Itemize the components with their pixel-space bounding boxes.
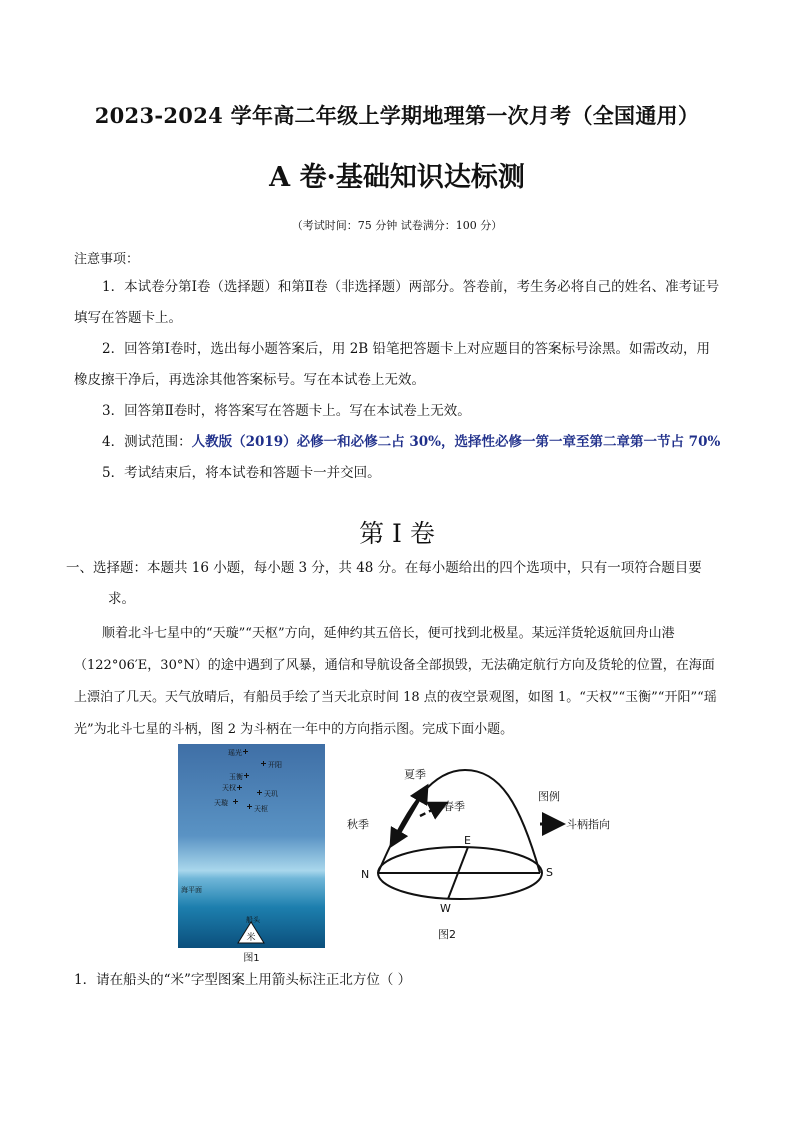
bow-label: 船头 bbox=[246, 916, 260, 924]
label-summer: 夏季 bbox=[404, 768, 426, 781]
label-west: W bbox=[440, 902, 451, 915]
section-title: 第 I 卷 bbox=[359, 519, 435, 548]
section-intro-line2: 求。 bbox=[108, 591, 135, 607]
autumn-arrow bbox=[392, 796, 420, 844]
figure-1 bbox=[178, 744, 325, 948]
reading-passage: 顺着北斗七星中的“天璇”“天枢”方向，延伸约其五倍长，便可找到北极星。某远洋货轮返航回舟山港（122°06′E，30°N）的途中遇到了风暴，通信和导航设备全部损毁，无法确定航行方向及货轮的位置，在海面上漂泊了几天。天气放晴后，有船员手绘了当天北京时间 18 点的夜空景观图，如图 1。“天权”“玉衡”“开阳”“瑶光”为北斗七星的斗柄，图 2 为斗柄在一年中的方向指示图。完成下面小题。 bbox=[74, 626, 717, 737]
legend-title: 图例 bbox=[538, 790, 560, 803]
notice-item-5: 5．考试结束后，将本试卷和答题卡一并交回。 bbox=[102, 465, 381, 481]
exam-subtitle: A 卷·基础知识达标测 bbox=[269, 162, 525, 193]
star-label-tianji: 天玑 bbox=[264, 790, 278, 798]
section-intro-line1: 一、选择题：本题共 16 小题，每小题 3 分，共 48 分。在每小题给出的四个选项中，只有一项符合题目要 bbox=[66, 560, 702, 576]
notice-item-4-scope: 人教版（2019）必修一和必修二占 30%，选择性必修一第一章至第二章第一节占 70% bbox=[191, 434, 721, 450]
legend-text: 斗柄指向 bbox=[566, 818, 610, 831]
celestial-dome-arc bbox=[378, 770, 540, 873]
exam-meta: （考试时间：75 分钟 试卷满分：100 分） bbox=[291, 219, 503, 232]
star-label-tianxuan: 天璇 bbox=[214, 799, 228, 807]
star-label-yuheng: 玉衡 bbox=[229, 773, 243, 781]
question-1: 1．请在船头的“米”字型图案上用箭头标注正北方位（ ） bbox=[74, 972, 412, 988]
notice-item-4 bbox=[74, 427, 722, 458]
section-intro bbox=[66, 553, 726, 615]
notice-item-4-prefix: 4．测试范围： bbox=[102, 434, 192, 450]
notice-heading: 注意事项： bbox=[74, 252, 140, 267]
night-sky-illustration bbox=[178, 744, 325, 948]
notice-item-3: 3．回答第Ⅱ卷时，将答案写在答题卡上。写在本试卷上无效。 bbox=[102, 403, 471, 419]
sea-level-label: 海平面 bbox=[181, 886, 202, 894]
spring-arrow bbox=[420, 804, 444, 816]
notice-item-2: 2．回答第Ⅰ卷时，选出每小题答案后，用 2B 铅笔把答题卡上对应题目的答案标号涂黑。如需改动，用橡皮擦干净后，再选涂其他答案标号。写在本试卷上无效。 bbox=[74, 341, 711, 388]
label-east: E bbox=[464, 834, 471, 847]
figure-1-caption: 图1 bbox=[243, 953, 260, 964]
label-autumn: 秋季 bbox=[347, 818, 369, 831]
figure-2 bbox=[340, 758, 630, 948]
star-label-yaoguang: 瑶光 bbox=[228, 749, 242, 757]
label-north: N bbox=[361, 868, 370, 881]
label-south: S bbox=[546, 866, 553, 879]
notice-item-1: 1．本试卷分第Ⅰ卷（选择题）和第Ⅱ卷（非选择题）两部分。答卷前，考生务必将自己的姓名、准考证号填写在答题卡上。 bbox=[74, 279, 720, 326]
figure-2-caption: 图2 bbox=[438, 928, 456, 941]
dipper-handle-diagram bbox=[340, 758, 630, 948]
star-label-kaiyang: 开阳 bbox=[268, 761, 282, 769]
star-label-tianquan: 天权 bbox=[222, 784, 236, 792]
bow-glyph: 米 bbox=[246, 933, 256, 943]
label-spring: 春季 bbox=[443, 800, 465, 813]
star-label-tianshu: 天枢 bbox=[254, 805, 268, 813]
exam-title: 2023-2024 学年高二年级上学期地理第一次月考（全国通用） bbox=[94, 103, 700, 128]
